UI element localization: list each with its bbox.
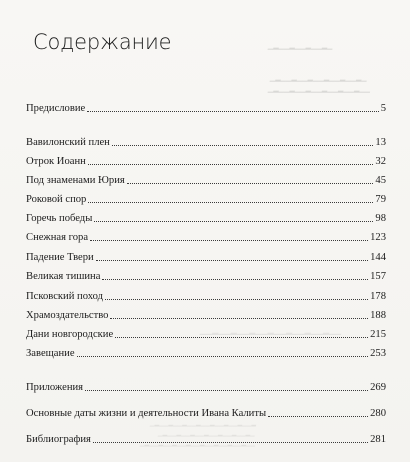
dot-leader bbox=[77, 356, 369, 357]
toc-entry-page: 178 bbox=[370, 291, 386, 302]
dot-leader bbox=[85, 390, 368, 391]
dot-leader bbox=[110, 318, 368, 319]
toc-entry-page: 123 bbox=[370, 232, 386, 243]
toc-entry-title: Дани новгородские bbox=[26, 329, 114, 340]
toc-entry[interactable] bbox=[26, 346, 386, 360]
bleed-through-mark: ▁▂▁▁▂▁▁▂▁▁▂▁▁▂▁▁▂▁▁▂▁▁▂▁▁ bbox=[140, 441, 256, 447]
dot-leader bbox=[127, 183, 374, 184]
bleed-through-mark: ▁▁▂▁▁▂▁▁▂▁▁▂▁▁▂▁▁▂▁▁▂▁▁ bbox=[200, 326, 342, 335]
toc-entry-title: Библиография bbox=[26, 434, 91, 445]
toc-entry[interactable] bbox=[26, 135, 386, 149]
dot-leader bbox=[105, 299, 368, 300]
toc-entry-page: 144 bbox=[370, 252, 386, 263]
toc-entry-page: 45 bbox=[375, 175, 386, 186]
toc-entry-title: Завещание bbox=[26, 348, 75, 359]
toc-entry-title: Основные даты жизни и деятельности Ивана Калиты bbox=[26, 408, 267, 419]
toc-entry-page: 98 bbox=[375, 213, 386, 224]
toc-entry[interactable] bbox=[26, 250, 386, 264]
dot-leader bbox=[112, 145, 374, 146]
dot-leader bbox=[94, 221, 373, 222]
toc-entry[interactable] bbox=[26, 211, 386, 225]
toc-entry[interactable] bbox=[26, 406, 386, 420]
page-title: Содержание bbox=[33, 30, 172, 54]
toc-entry-title: Отрок Иоанн bbox=[26, 156, 86, 167]
toc-entry[interactable] bbox=[26, 173, 386, 187]
toc-entry-title: Великая тишина bbox=[26, 271, 101, 282]
toc-entry[interactable] bbox=[26, 327, 386, 341]
dot-leader bbox=[88, 164, 374, 165]
toc-entry[interactable] bbox=[26, 380, 386, 394]
toc-entry-page: 281 bbox=[370, 434, 386, 445]
toc-entry-title: Горечь победы bbox=[26, 213, 93, 224]
toc-entry-title: Храмоздательство bbox=[26, 310, 109, 321]
bleed-through-mark: ▁▂▁▁▂▁▁▂▁▁▂▁▁▂▁▁▂▁▁▂▁ bbox=[158, 431, 255, 437]
bleed-through-mark: ▁▂▁▁▂▁▁▂▁▁▂▁ bbox=[268, 42, 333, 50]
toc-entry-title: Под знаменами Юрия bbox=[26, 175, 125, 186]
toc-entry-title: Предисловие bbox=[26, 103, 86, 114]
toc-entry[interactable] bbox=[26, 101, 386, 115]
toc-entry-page: 269 bbox=[370, 382, 386, 393]
toc-entry-page: 188 bbox=[370, 310, 386, 321]
dot-leader bbox=[90, 240, 368, 241]
toc-entry[interactable] bbox=[26, 269, 386, 283]
toc-entry-page: 32 bbox=[375, 156, 386, 167]
toc-entry-title: Приложения bbox=[26, 382, 84, 393]
toc-entry[interactable] bbox=[26, 308, 386, 322]
toc-entry-title: Вавилонский плен bbox=[26, 137, 110, 148]
toc-entry-page: 13 bbox=[375, 137, 386, 148]
toc-entry-page: 280 bbox=[370, 408, 386, 419]
bleed-through-mark: ▁▂▁▁▂▁▁▂▁▁▂▁▁▂▁▁▂▁▁▂▁▁▂ bbox=[150, 421, 257, 427]
bleed-through-mark: ▁▂▁▁▂▁▁▂▁▁▂▁▁▂▁▁▂▁ bbox=[270, 74, 367, 82]
toc-entry-page: 253 bbox=[370, 348, 386, 359]
toc-entry-title: Снежная гора bbox=[26, 232, 89, 243]
dot-leader bbox=[96, 260, 368, 261]
dot-leader bbox=[88, 202, 373, 203]
toc-entry[interactable] bbox=[26, 432, 386, 446]
toc-entry[interactable] bbox=[26, 230, 386, 244]
toc-entry-title: Псковский поход bbox=[26, 291, 104, 302]
dot-leader bbox=[93, 442, 368, 443]
toc-entry[interactable] bbox=[26, 289, 386, 303]
dot-leader bbox=[102, 279, 368, 280]
dot-leader bbox=[87, 111, 378, 112]
bleed-through-mark: ▁▂▁▁▂▁▁▂▁▁▂▁▁▂▁▁▂▁▁ bbox=[268, 85, 371, 93]
toc-entry[interactable] bbox=[26, 154, 386, 168]
toc-entry-page: 5 bbox=[380, 103, 386, 114]
toc-entry-page: 79 bbox=[375, 194, 386, 205]
toc-entry-page: 215 bbox=[370, 329, 386, 340]
toc-entry-title: Роковой спор bbox=[26, 194, 87, 205]
toc-entry-title: Падение Твери bbox=[26, 252, 94, 263]
dot-leader bbox=[268, 416, 368, 417]
toc-entry[interactable] bbox=[26, 192, 386, 206]
toc-entry-page: 157 bbox=[370, 271, 386, 282]
dot-leader bbox=[115, 337, 368, 338]
